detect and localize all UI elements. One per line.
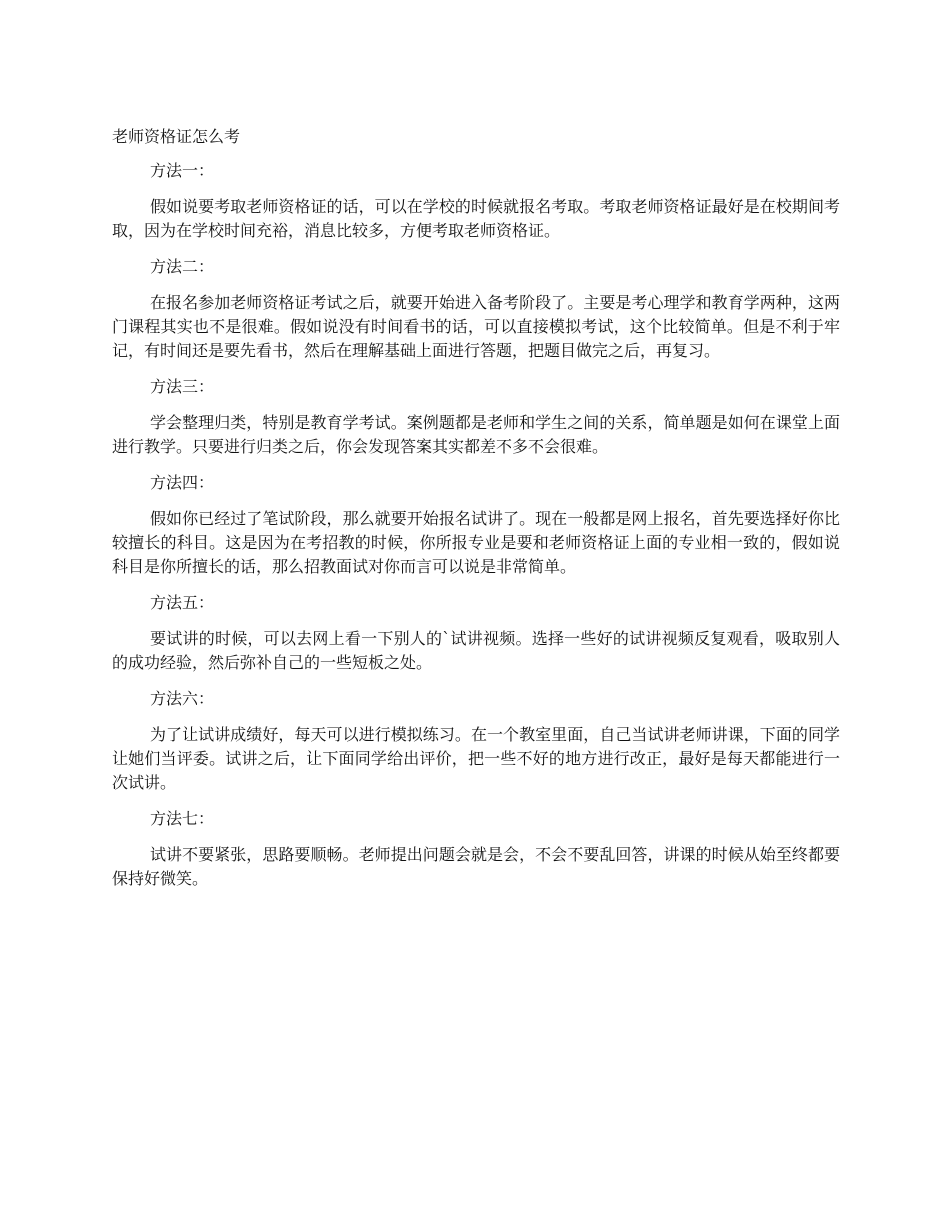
section-heading: 方法四： <box>150 473 215 492</box>
section-method-7 <box>112 807 840 891</box>
section-heading: 方法三： <box>150 377 215 396</box>
section-paragraph: 假如你已经过了笔试阶段，那么就要开始报名试讲了。现在一般都是网上报名，首先要选择好你比较擅长的科目。这是因为在考招教的时候，你所报专业是要和老师资格证上面的专业相一致的，假如说科目是你所擅长的话，那么招教面试对你而言可以说是非常简单。 <box>112 509 840 576</box>
section-method-3 <box>112 375 840 459</box>
section-method-4 <box>112 471 840 579</box>
section-paragraph: 在报名参加老师资格证考试之后，就要开始进入备考阶段了。主要是考心理学和教育学两种，这两门课程其实也不是很难。假如说没有时间看书的话，可以直接模拟考试，这个比较简单。但是不利于牢记，有时间还是要先看书，然后在理解基础上面进行答题，把题目做完之后，再复习。 <box>112 293 840 360</box>
section-paragraph: 为了让试讲成绩好，每天可以进行模拟练习。在一个教室里面，自己当试讲老师讲课，下面的同学让她们当评委。试讲之后，让下面同学给出评价，把一些不好的地方进行改正，最好是每天都能进行一次试讲。 <box>112 725 840 792</box>
section-heading: 方法五： <box>150 593 215 612</box>
section-paragraph: 学会整理归类，特别是教育学考试。案例题都是老师和学生之间的关系，简单题是如何在课堂上面进行教学。只要进行归类之后，你会发现答案其实都差不多不会很难。 <box>112 413 840 456</box>
section-heading: 方法六： <box>150 689 215 708</box>
section-paragraph: 要试讲的时候，可以去网上看一下别人的`试讲视频。选择一些好的试讲视频反复观看，吸取别人的成功经验，然后弥补自己的一些短板之处。 <box>112 629 840 672</box>
section-method-5 <box>112 591 840 675</box>
section-heading: 方法七： <box>150 809 215 828</box>
section-paragraph: 假如说要考取老师资格证的话，可以在学校的时候就报名考取。考取老师资格证最好是在校期间考取，因为在学校时间充裕，消息比较多，方便考取老师资格证。 <box>112 197 840 240</box>
section-method-6 <box>112 687 840 795</box>
section-method-1 <box>112 159 840 243</box>
section-heading: 方法一： <box>150 161 215 180</box>
section-paragraph: 试讲不要紧张，思路要顺畅。老师提出问题会就是会，不会不要乱回答，讲课的时候从始至终都要保持好微笑。 <box>112 845 840 888</box>
section-method-2 <box>112 255 840 363</box>
section-heading: 方法二： <box>150 257 215 276</box>
document-body <box>112 125 840 903</box>
document-title: 老师资格证怎么考 <box>112 127 241 146</box>
